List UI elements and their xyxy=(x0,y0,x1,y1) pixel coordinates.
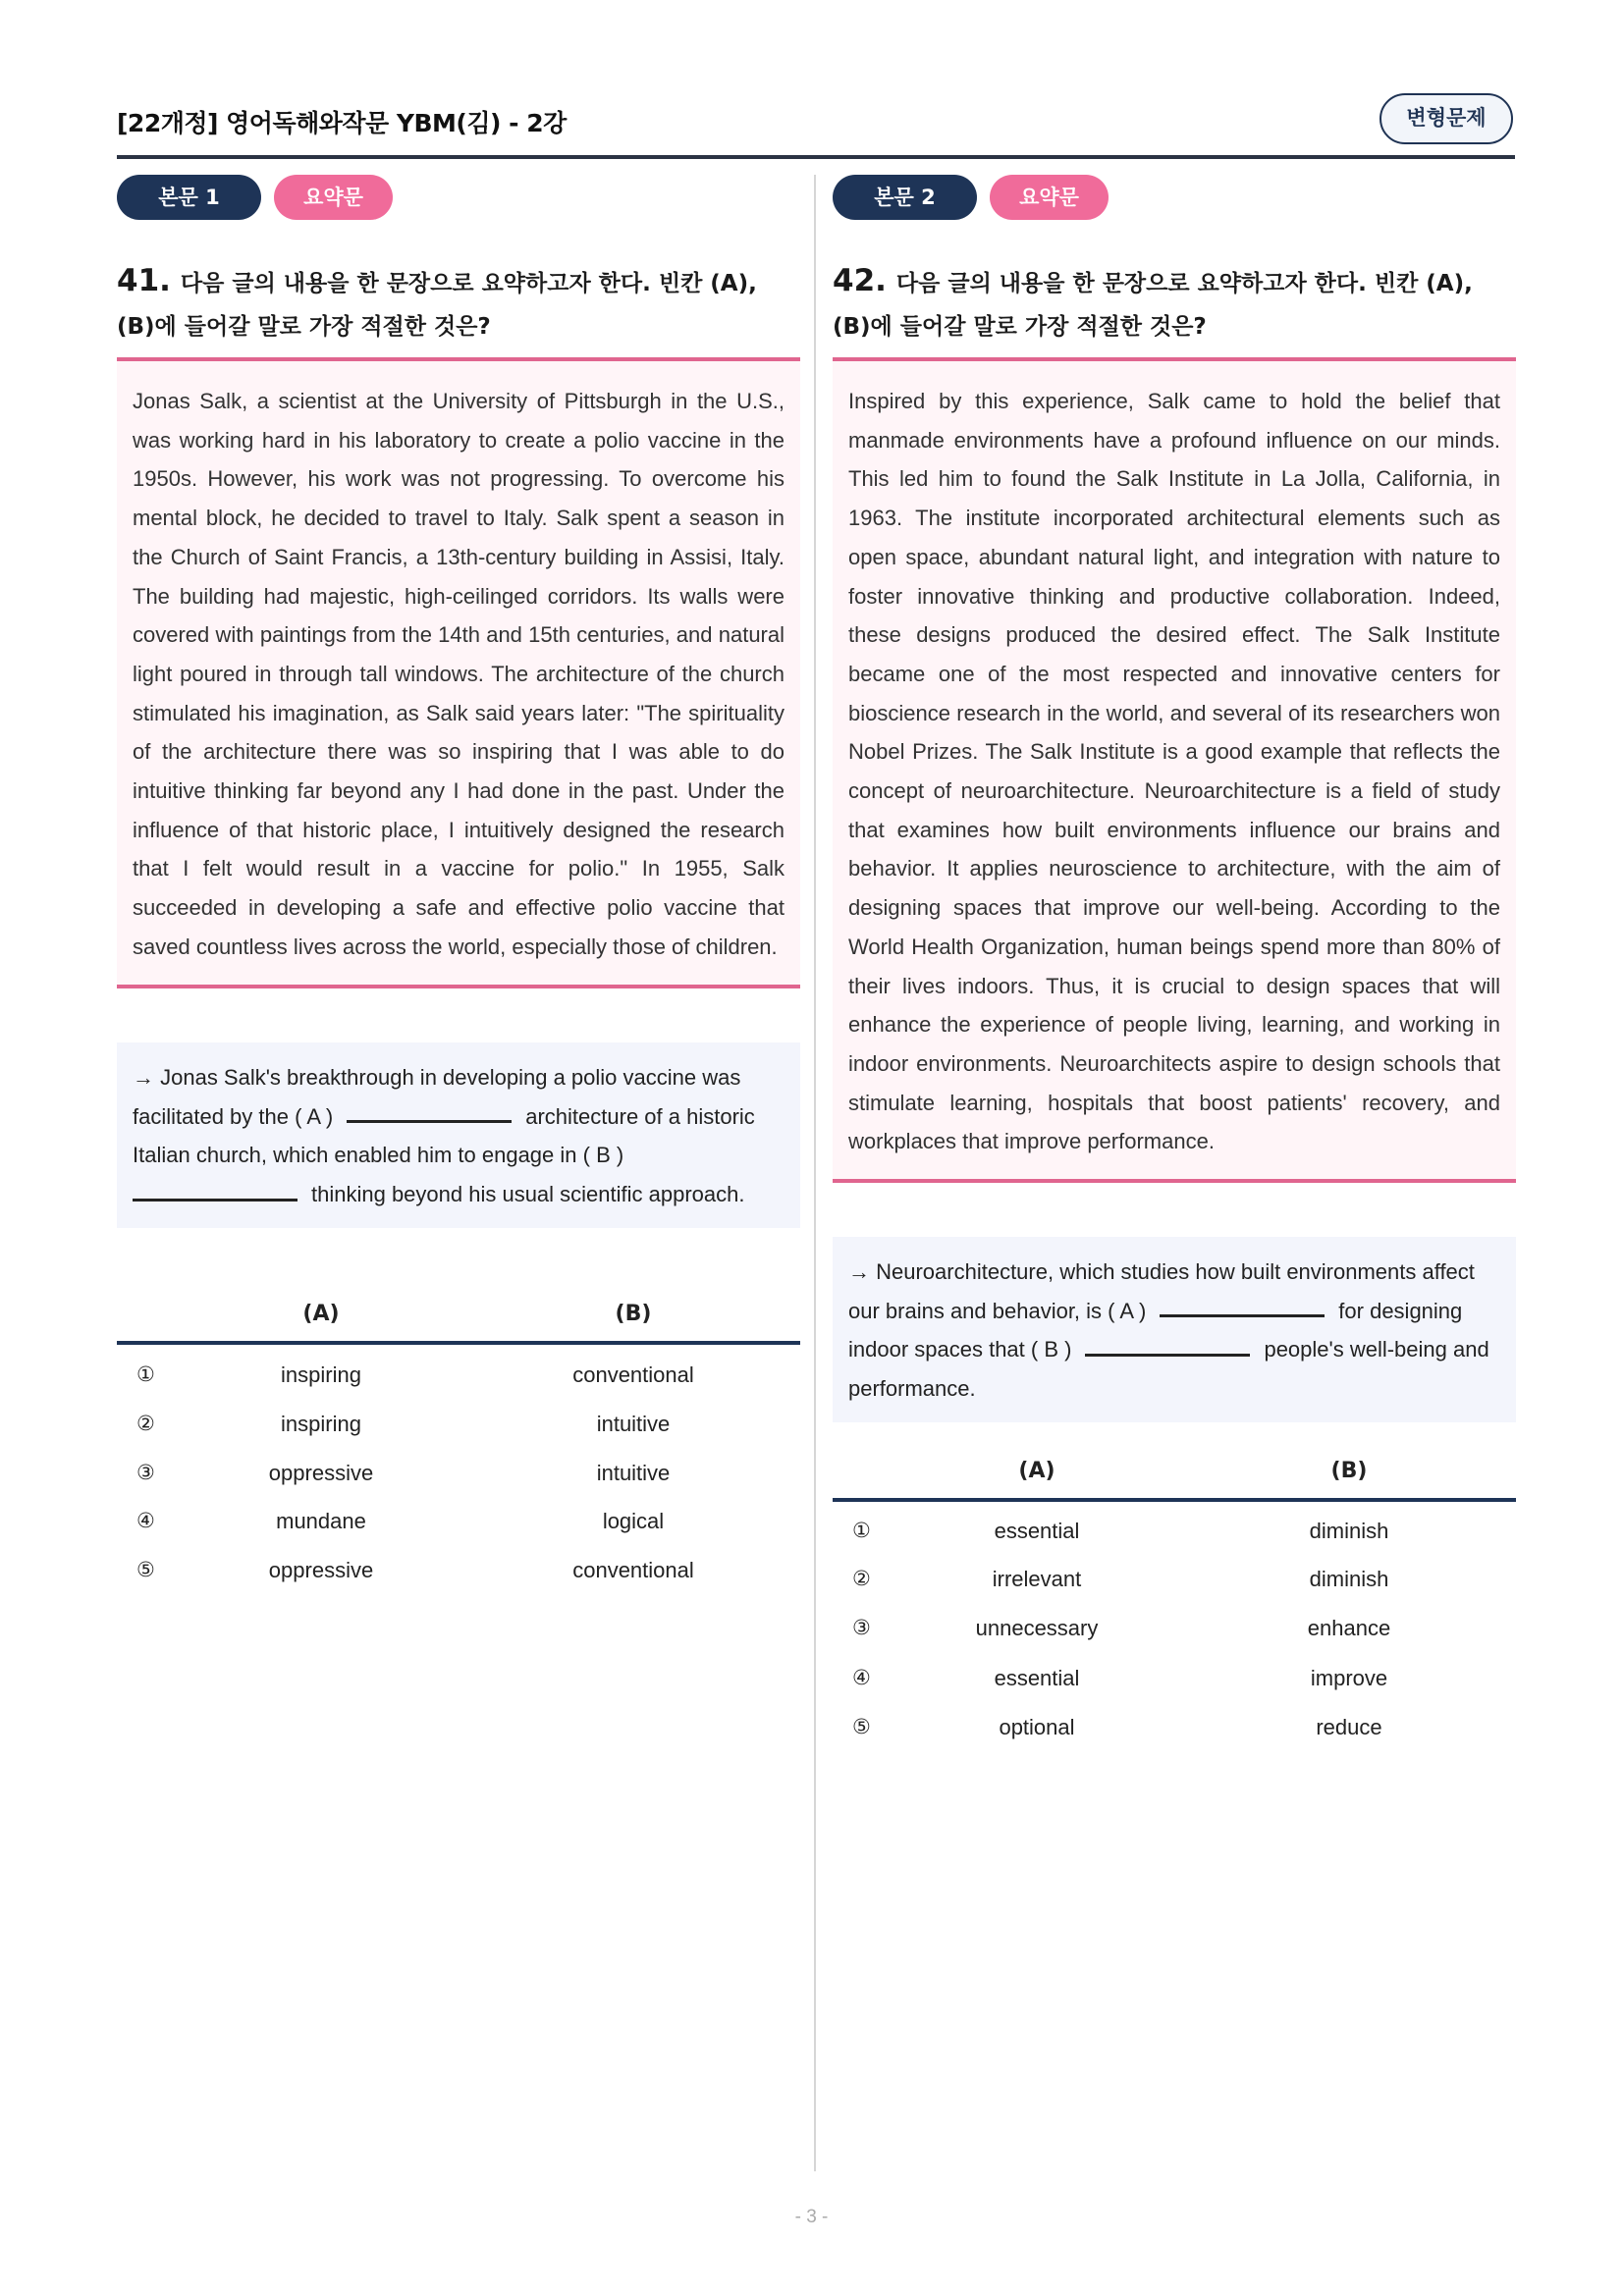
option-row[interactable] xyxy=(117,1351,800,1400)
option-b: reduce xyxy=(1316,1715,1382,1739)
column-a-label: (A) xyxy=(1018,1459,1055,1483)
option-a: oppressive xyxy=(268,1558,374,1582)
passage-tag: 본문 2 xyxy=(833,175,977,220)
option-b: intuitive xyxy=(596,1461,671,1485)
question-number: 42. xyxy=(833,263,887,298)
option-a: oppressive xyxy=(268,1461,374,1485)
option-b: intuitive xyxy=(596,1412,671,1436)
option-a: irrelevant xyxy=(992,1567,1082,1591)
question-text: 다음 글의 내용을 한 문장으로 요약하고자 한다. 빈칸 (A), (B)에 들어갈 말로 가장 적절한 것은? xyxy=(117,271,757,340)
column-a-label: (A) xyxy=(302,1302,340,1326)
column-divider xyxy=(814,175,816,2171)
question-41 xyxy=(117,259,800,348)
option-a: inspiring xyxy=(281,1362,361,1387)
question-text: 다음 글의 내용을 한 문장으로 요약하고자 한다. 빈칸 (A), (B)에 들어갈 말로 가장 적절한 것은? xyxy=(833,271,1473,340)
column-b-label: (B) xyxy=(1330,1459,1368,1483)
variant-badge: 변형문제 xyxy=(1380,93,1513,144)
blank-a xyxy=(347,1120,512,1123)
option-number: ② xyxy=(136,1412,155,1435)
summary-tag: 요약문 xyxy=(274,175,393,220)
option-b: enhance xyxy=(1307,1616,1391,1640)
summary-part-2: for designing indoor spaces that ( B ) xyxy=(848,1298,1463,1362)
summary-part-1: → Neuroarchitecture, which studies how built environments affect our brains and behavior, is ( A ) xyxy=(848,1259,1475,1323)
options-header xyxy=(833,1443,1516,1502)
option-number: ④ xyxy=(852,1666,871,1689)
options-header xyxy=(117,1286,800,1345)
passage-tag: 본문 1 xyxy=(117,175,261,220)
option-number: ⑤ xyxy=(852,1715,871,1738)
passage-box: Inspired by this experience, Salk came to hold the belief that manmade environments have a profound influence on our minds. This led him to found the Salk Institute in La Jolla, California, in 1963. The institute incorporated architectural elements such as open space, abundant natural light, and integration with nature to foster innovative thinking and productive collaboration. Indeed, these designs produced the desired effect. The Salk Institute became one of the most respected and innovative centers for bioscience research in the world, and several of its researchers won Nobel Prizes. The Salk Institute is a good example that reflects the concept of neuroarchitecture. Neuroarchitecture is a field of study that examines how built environments influence our brains and behavior. It applies neuroscience to architecture, with the aim of designing spaces that improve our well-being. According to the World Health Organization, human beings spend more than 80% of their lives indoors. Thus, it is crucial to design spaces that will enhance the experience of people living, learning, and working in indoor environments. Neuroarchitects aspire to design schools that stimulate learning, hospitals that boost patients' recovery, and workplaces that improve performance. xyxy=(833,357,1516,1183)
summary-box xyxy=(117,1042,800,1228)
summary-tag: 요약문 xyxy=(990,175,1109,220)
option-a: essential xyxy=(994,1519,1080,1543)
blank-a xyxy=(1160,1314,1325,1317)
option-row[interactable] xyxy=(833,1703,1516,1752)
page-number: - 3 - xyxy=(794,2207,829,2227)
option-a: unnecessary xyxy=(975,1616,1099,1640)
option-row[interactable] xyxy=(117,1497,800,1546)
passage-box: Jonas Salk, a scientist at the University of Pittsburgh in the U.S., was working hard in his laboratory to create a polio vaccine in the 1950s. However, his work was not progressing. To overcome his mental block, he decided to travel to Italy. Salk spent a season in the Church of Saint Francis, a 13th-century building in Assisi, Italy. The building had majestic, high-ceilinged corridors. Its walls were covered with paintings from the 14th and 15th centuries, and natural light poured in through tall windows. The architecture of the church stimulated his imagination, as Salk said years later: "The spirituality of the architecture there was so inspiring that I was able to do intuitive thinking far beyond any I had done in the past. Under the influence of that historic place, I intuitively designed the research that I felt would result in a vaccine for polio." In 1955, Salk succeeded in developing a safe and effective polio vaccine that saved countless lives across the world, especially those of children. xyxy=(117,357,800,988)
blank-b xyxy=(1085,1354,1250,1357)
summary-part-2: architecture of a historic Italian church, which enabled him to engage in ( B ) xyxy=(133,1103,755,1168)
option-row[interactable] xyxy=(833,1507,1516,1556)
option-number: ① xyxy=(136,1362,155,1386)
summary-part-3: people's well-being and performance. xyxy=(848,1337,1489,1402)
option-row[interactable] xyxy=(117,1546,800,1595)
summary-part-3: thinking beyond his usual scientific approach. xyxy=(311,1182,745,1207)
option-a: inspiring xyxy=(281,1412,361,1436)
option-b: diminish xyxy=(1309,1519,1389,1543)
summary-part-1: → Jonas Salk's breakthrough in developing a polio vaccine was facilitated by the ( A ) xyxy=(133,1065,741,1129)
option-b: conventional xyxy=(572,1558,694,1582)
summary-box xyxy=(833,1237,1516,1422)
question-42 xyxy=(833,259,1516,348)
option-a: optional xyxy=(999,1715,1075,1739)
option-number: ① xyxy=(852,1519,871,1542)
option-a: essential xyxy=(994,1666,1080,1690)
option-number: ⑤ xyxy=(136,1558,155,1581)
option-row[interactable] xyxy=(833,1555,1516,1604)
option-row[interactable] xyxy=(117,1400,800,1449)
blank-b xyxy=(133,1199,298,1201)
option-a: mundane xyxy=(276,1509,366,1533)
option-b: diminish xyxy=(1309,1567,1389,1591)
option-number: ④ xyxy=(136,1509,155,1532)
option-row[interactable] xyxy=(117,1449,800,1498)
option-row[interactable] xyxy=(833,1604,1516,1653)
option-b: improve xyxy=(1310,1666,1388,1690)
option-number: ③ xyxy=(852,1616,871,1639)
option-b: conventional xyxy=(572,1362,694,1387)
option-b: logical xyxy=(602,1509,665,1533)
column-b-label: (B) xyxy=(615,1302,652,1326)
right-column xyxy=(833,0,1516,2296)
page-header-title: [22개정] 영어독해와작문 YBM(김) - 2강 xyxy=(117,109,567,137)
option-number: ③ xyxy=(136,1461,155,1484)
left-column xyxy=(117,0,800,2296)
question-number: 41. xyxy=(117,263,171,298)
option-number: ② xyxy=(852,1567,871,1590)
option-row[interactable] xyxy=(833,1654,1516,1703)
